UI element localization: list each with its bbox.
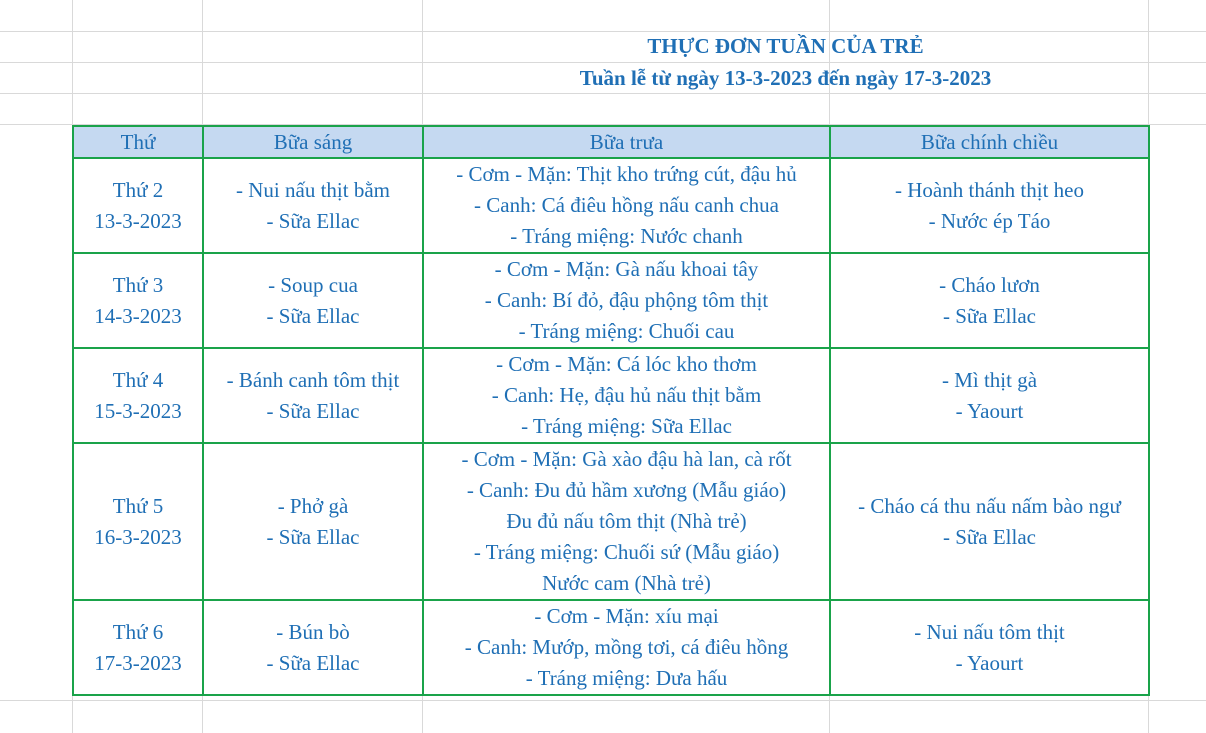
cell-breakfast[interactable] bbox=[203, 443, 423, 600]
lunch-line: - Tráng miệng: Nước chanh bbox=[510, 224, 743, 248]
page-title: THỰC ĐƠN TUẦN CỦA TRẺ bbox=[647, 34, 924, 58]
cell-breakfast[interactable] bbox=[203, 158, 423, 253]
header-day[interactable]: Thứ bbox=[73, 126, 203, 158]
cell-day[interactable] bbox=[73, 600, 203, 695]
cell-lunch[interactable] bbox=[423, 600, 830, 695]
cell-day[interactable] bbox=[73, 443, 203, 600]
afternoon-line: - Nui nấu tôm thịt bbox=[914, 619, 1065, 644]
grid-line bbox=[0, 700, 1206, 701]
cell-afternoon[interactable] bbox=[830, 253, 1149, 348]
cell-breakfast[interactable] bbox=[203, 600, 423, 695]
grid-line bbox=[0, 31, 1206, 32]
cell-lunch[interactable] bbox=[423, 443, 830, 600]
header-breakfast[interactable]: Bữa sáng bbox=[203, 126, 423, 158]
day-line: 13-3-2023 bbox=[94, 208, 182, 233]
breakfast-line: - Bánh canh tôm thịt bbox=[226, 367, 400, 392]
cell-day[interactable] bbox=[73, 253, 203, 348]
cell-day[interactable] bbox=[73, 158, 203, 253]
lunch-line: - Cơm - Mặn: Gà xào đậu hà lan, cà rốt bbox=[461, 447, 792, 471]
lunch-line: - Tráng miệng: Sữa Ellac bbox=[521, 414, 732, 438]
cell-lunch[interactable] bbox=[423, 348, 830, 443]
breakfast-line: - Sữa Ellac bbox=[266, 303, 360, 328]
breakfast-line: - Sữa Ellac bbox=[266, 524, 360, 549]
menu-table bbox=[72, 125, 1150, 696]
table-row bbox=[73, 253, 1149, 348]
lunch-line: - Tráng miệng: Chuối cau bbox=[518, 319, 735, 343]
afternoon-line: - Sữa Ellac bbox=[942, 303, 1036, 328]
lunch-line: Đu đủ nấu tôm thịt (Nhà trẻ) bbox=[506, 509, 747, 533]
cell-breakfast[interactable] bbox=[203, 348, 423, 443]
day-line: 16-3-2023 bbox=[94, 524, 182, 549]
breakfast-line: - Nui nấu thịt bằm bbox=[236, 177, 390, 202]
afternoon-line: - Nước ép Táo bbox=[928, 208, 1051, 233]
afternoon-line: - Cháo lươn bbox=[939, 272, 1040, 297]
cell-day[interactable] bbox=[73, 348, 203, 443]
page-subtitle: Tuần lễ từ ngày 13-3-2023 đến ngày 17-3-2023 bbox=[579, 66, 992, 90]
breakfast-line: - Phở gà bbox=[277, 493, 349, 518]
header-row bbox=[73, 126, 1149, 158]
lunch-line: - Cơm - Mặn: Cá lóc kho thơm bbox=[496, 352, 757, 376]
day-line: 17-3-2023 bbox=[94, 650, 182, 675]
header-lunch[interactable]: Bữa trưa bbox=[423, 126, 830, 158]
table-row bbox=[73, 158, 1149, 253]
breakfast-line: - Sữa Ellac bbox=[266, 398, 360, 423]
breakfast-line: - Soup cua bbox=[268, 272, 358, 297]
lunch-line: - Cơm - Mặn: Thịt kho trứng cút, đậu hủ bbox=[456, 162, 797, 186]
table-row bbox=[73, 443, 1149, 600]
lunch-line: - Canh: Mướp, mồng tơi, cá điêu hồng bbox=[464, 635, 789, 659]
afternoon-line: - Yaourt bbox=[955, 398, 1024, 423]
afternoon-line: - Cháo cá thu nấu nấm bào ngư bbox=[858, 493, 1121, 518]
lunch-line: - Cơm - Mặn: xíu mại bbox=[534, 604, 719, 628]
grid-line bbox=[0, 62, 1206, 63]
cell-afternoon[interactable] bbox=[830, 158, 1149, 253]
breakfast-line: - Sữa Ellac bbox=[266, 650, 360, 675]
day-line: Thứ 4 bbox=[112, 367, 164, 392]
cell-lunch[interactable] bbox=[423, 253, 830, 348]
lunch-line: - Canh: Bí đỏ, đậu phộng tôm thịt bbox=[484, 288, 769, 312]
day-line: 14-3-2023 bbox=[94, 303, 182, 328]
day-line: Thứ 3 bbox=[112, 272, 164, 297]
lunch-line: - Canh: Đu đủ hầm xương (Mẫu giáo) bbox=[466, 478, 787, 502]
afternoon-line: - Yaourt bbox=[955, 650, 1024, 675]
lunch-line: - Cơm - Mặn: Gà nấu khoai tây bbox=[494, 257, 759, 281]
lunch-line: Nước cam (Nhà trẻ) bbox=[542, 571, 711, 595]
afternoon-line: - Mì thịt gà bbox=[941, 367, 1038, 392]
cell-breakfast[interactable] bbox=[203, 253, 423, 348]
lunch-line: - Tráng miệng: Chuối sứ (Mẫu giáo) bbox=[473, 540, 780, 564]
header-afternoon[interactable]: Bữa chính chiều bbox=[830, 126, 1149, 158]
afternoon-line: - Sữa Ellac bbox=[942, 524, 1036, 549]
table-row bbox=[73, 348, 1149, 443]
lunch-line: - Canh: Cá điêu hồng nấu canh chua bbox=[474, 193, 779, 217]
cell-afternoon[interactable] bbox=[830, 348, 1149, 443]
breakfast-line: - Sữa Ellac bbox=[266, 208, 360, 233]
cell-afternoon[interactable] bbox=[830, 600, 1149, 695]
breakfast-line: - Bún bò bbox=[276, 619, 350, 644]
day-line: Thứ 6 bbox=[112, 619, 164, 644]
day-line: Thứ 5 bbox=[112, 493, 164, 518]
afternoon-line: - Hoành thánh thịt heo bbox=[895, 177, 1084, 202]
table-row bbox=[73, 600, 1149, 695]
day-line: Thứ 2 bbox=[112, 177, 164, 202]
grid-line bbox=[0, 93, 1206, 94]
day-line: 15-3-2023 bbox=[94, 398, 182, 423]
cell-afternoon[interactable] bbox=[830, 443, 1149, 600]
lunch-line: - Tráng miệng: Dưa hấu bbox=[525, 666, 728, 690]
lunch-line: - Canh: Hẹ, đậu hủ nấu thịt bằm bbox=[491, 383, 762, 407]
cell-lunch[interactable] bbox=[423, 158, 830, 253]
